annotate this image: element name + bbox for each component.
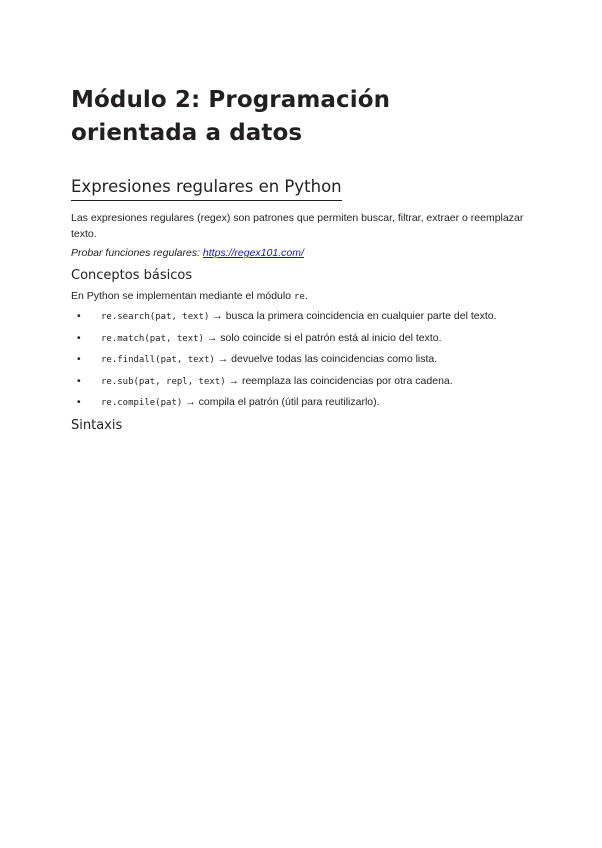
list-item — [71, 308, 533, 325]
function-code: re.sub(pat, repl, text) — [101, 376, 226, 387]
function-description: reemplaza las coincidencias por otra cadena. — [241, 374, 453, 387]
module-line-suffix: . — [304, 290, 308, 302]
tool-link-label: Probar funciones regulares: — [71, 247, 203, 259]
list-item — [71, 373, 533, 390]
list-item — [71, 330, 533, 347]
function-code: re.match(pat, text) — [101, 333, 204, 344]
regex101-link[interactable]: https://regex101.com/ — [202, 247, 304, 259]
module-line-prefix: En Python se implementan mediante el módulo — [71, 290, 294, 302]
arrow-icon: → — [225, 374, 242, 387]
function-description: compila el patrón (útil para reutilizarlo). — [198, 396, 380, 408]
function-list — [71, 308, 533, 411]
arrow-icon: → — [203, 331, 221, 344]
document-content — [71, 84, 533, 438]
module-code: re — [293, 292, 305, 302]
list-item — [71, 351, 533, 368]
function-code: re.findall(pat, text) — [101, 355, 215, 365]
arrow-icon: → — [209, 310, 226, 322]
function-description: busca la primera coincidencia en cualquier parte del texto. — [225, 310, 497, 322]
bullet-icon: • — [77, 374, 81, 387]
subheading-conceptos: Conceptos básicos — [71, 268, 193, 283]
list-item — [71, 394, 533, 411]
tool-link-line — [71, 245, 533, 261]
function-code: re.compile(pat) — [101, 398, 183, 408]
section-heading: Expresiones regulares en Python — [71, 176, 342, 201]
function-code: re.search(pat, text) — [101, 312, 210, 322]
bullet-icon: • — [77, 396, 81, 408]
module-line — [71, 288, 533, 305]
function-description: solo coincide si el patrón está al inicio del texto. — [220, 331, 442, 344]
bullet-icon: • — [77, 310, 81, 322]
bullet-icon: • — [77, 353, 81, 365]
arrow-icon: → — [214, 353, 232, 365]
page-title: Módulo 2: Programación orientada a datos — [71, 87, 391, 146]
arrow-icon: → — [182, 396, 199, 408]
subheading-sintaxis: Sintaxis — [71, 418, 123, 433]
section-intro-paragraph: Las expresiones regulares (regex) son patrones que permiten buscar, filtrar, extraer o reemplazar texto. — [71, 212, 524, 240]
bullet-icon: • — [77, 331, 81, 344]
function-description: devuelve todas las coincidencias como lista. — [231, 353, 438, 365]
